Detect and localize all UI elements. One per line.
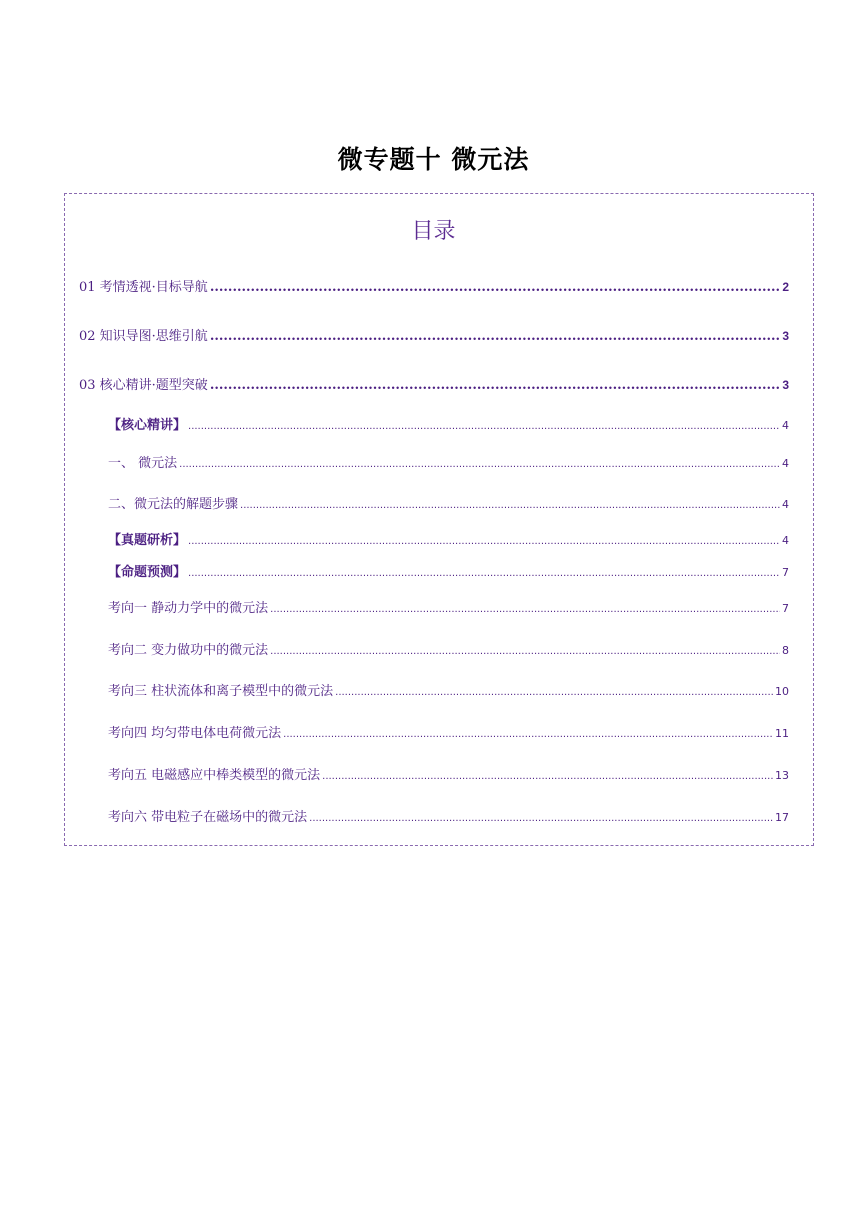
toc-entry-03[interactable] — [79, 374, 789, 393]
toc-leader — [188, 568, 780, 579]
toc-heading: 目录 — [411, 219, 456, 244]
toc-leader — [179, 459, 780, 470]
toc-page-number: 13 — [775, 769, 789, 782]
toc-entry-direction-5[interactable] — [108, 764, 789, 783]
toc-leader — [283, 729, 773, 740]
toc-page-number: 7 — [782, 602, 789, 615]
toc-leader — [270, 646, 780, 657]
toc-leader — [309, 813, 773, 824]
toc-page-number: 4 — [782, 419, 789, 432]
toc-entry-label: 【真题研析】 — [108, 533, 187, 548]
toc-page-number: 3 — [782, 378, 789, 392]
toc-entry-section-2[interactable] — [108, 493, 789, 512]
toc-entry-02[interactable] — [79, 325, 789, 344]
toc-leader — [270, 604, 780, 615]
toc-entry-direction-3[interactable] — [108, 680, 789, 699]
toc-leader — [322, 771, 773, 782]
toc-entry-label: 02 知识导图·思维引航 — [79, 329, 208, 344]
toc-leader — [210, 280, 781, 295]
toc-leader — [188, 421, 780, 432]
toc-entry-past-exams[interactable] — [108, 529, 789, 548]
toc-entry-label: 考向六 带电粒子在磁场中的微元法 — [108, 810, 308, 825]
toc-entry-label: 一、 微元法 — [108, 456, 178, 471]
toc-page-number: 4 — [782, 534, 789, 547]
toc-entry-direction-6[interactable] — [108, 806, 789, 825]
toc-entry-label: 考向一 静动力学中的微元法 — [108, 601, 269, 616]
toc-entry-label: 03 核心精讲·题型突破 — [79, 378, 208, 393]
toc-page-number: 8 — [782, 644, 789, 657]
toc-entry-label: 考向五 电磁感应中棒类模型的微元法 — [108, 768, 321, 783]
toc-leader — [210, 378, 781, 393]
toc-page-number: 2 — [782, 280, 789, 294]
toc-entry-predictions[interactable] — [108, 561, 789, 580]
toc-entry-section-1[interactable] — [108, 452, 789, 471]
toc-entry-direction-1[interactable] — [108, 597, 789, 616]
toc-page-number: 4 — [782, 457, 789, 470]
toc-entry-label: 考向二 变力做功中的微元法 — [108, 643, 269, 658]
toc-page-number: 10 — [775, 685, 789, 698]
toc-page-number: 17 — [775, 811, 789, 824]
toc-entry-core-lecture[interactable] — [108, 414, 789, 433]
toc-page-number: 11 — [775, 727, 789, 740]
toc-entry-label: 【核心精讲】 — [108, 418, 187, 433]
toc-entry-direction-4[interactable] — [108, 722, 789, 741]
toc-leader — [335, 687, 773, 698]
toc-entry-label: 二、微元法的解题步骤 — [108, 497, 239, 512]
toc-page-number: 4 — [782, 498, 789, 511]
toc-page-number: 7 — [782, 566, 789, 579]
toc-entry-label: 01 考情透视·目标导航 — [79, 280, 208, 295]
toc-leader — [240, 500, 780, 511]
toc-entry-label: 考向四 均匀带电体电荷微元法 — [108, 726, 282, 741]
toc-leader — [210, 329, 781, 344]
toc-page-number: 3 — [782, 329, 789, 343]
toc-leader — [188, 536, 780, 547]
toc-entry-01[interactable] — [79, 276, 789, 295]
document-title: 微专题十 微元法 — [337, 145, 530, 174]
toc-entry-direction-2[interactable] — [108, 639, 789, 658]
toc-entry-label: 考向三 柱状流体和离子模型中的微元法 — [108, 684, 334, 699]
toc-entry-label: 【命题预测】 — [108, 565, 187, 580]
